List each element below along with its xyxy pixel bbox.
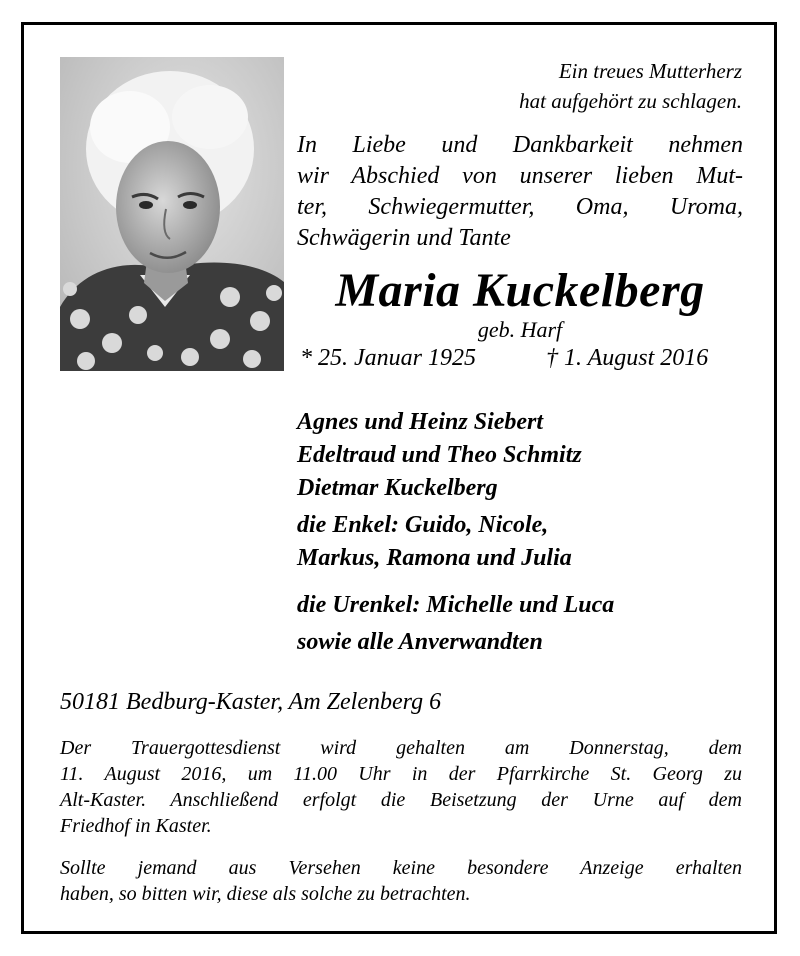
death-date: † 1. August 2016 [546,345,709,371]
service-line: Der Trauergottesdienst wird gehalten am Donnerstag, dem [60,737,742,759]
mourner-line: Dietmar Kuckelberg [297,475,498,501]
intro-line: wir Abschied von unserer lieben Mut- [297,163,743,189]
maiden-name: geb. Harf [477,317,563,342]
service-line: Alt-Kaster. Anschließend erfolgt die Beisetzung der Urne auf dem [60,789,742,811]
note-line: Sollte jemand aus Versehen keine besondere Anzeige erhalten [60,857,742,879]
portrait-photo [60,57,284,371]
great-grandchildren-line: die Urenkel: Michelle und Luca [297,592,615,618]
intro-line: Schwägerin und Tante [297,225,511,251]
service-line: Friedhof in Kaster. [60,815,212,837]
address: 50181 Bedburg-Kaster, Am Zelenberg 6 [60,689,442,715]
grandchildren-line: die Enkel: Guido, Nicole, [297,512,549,538]
quote-line: hat aufgehört zu schlagen. [519,89,742,113]
deceased-name: Maria Kuckelberg [335,264,705,317]
intro-line: ter, Schwiegermutter, Oma, Uroma, [297,194,743,220]
mourners-list [297,406,737,659]
note-line: haben, so bitten wir, diese als solche zu betrachten. [60,883,471,905]
intro-line: In Liebe und Dankbarkeit nehmen [297,132,743,158]
quote [430,56,742,116]
quote-line: Ein treues Mutterherz [558,59,742,83]
birth-date: * 25. Januar 1925 [300,345,476,371]
intro-text [297,130,743,254]
relatives-line: sowie alle Anverwandten [297,629,543,655]
funeral-service-text [60,735,742,839]
closing-note [60,855,742,907]
mourner-line: Edeltraud und Theo Schmitz [297,442,582,468]
service-line: 11. August 2016, um 11.00 Uhr in der Pfarrkirche St. Georg zu [60,763,742,785]
grandchildren-line: Markus, Ramona und Julia [297,545,572,571]
mourner-line: Agnes und Heinz Siebert [297,409,544,435]
